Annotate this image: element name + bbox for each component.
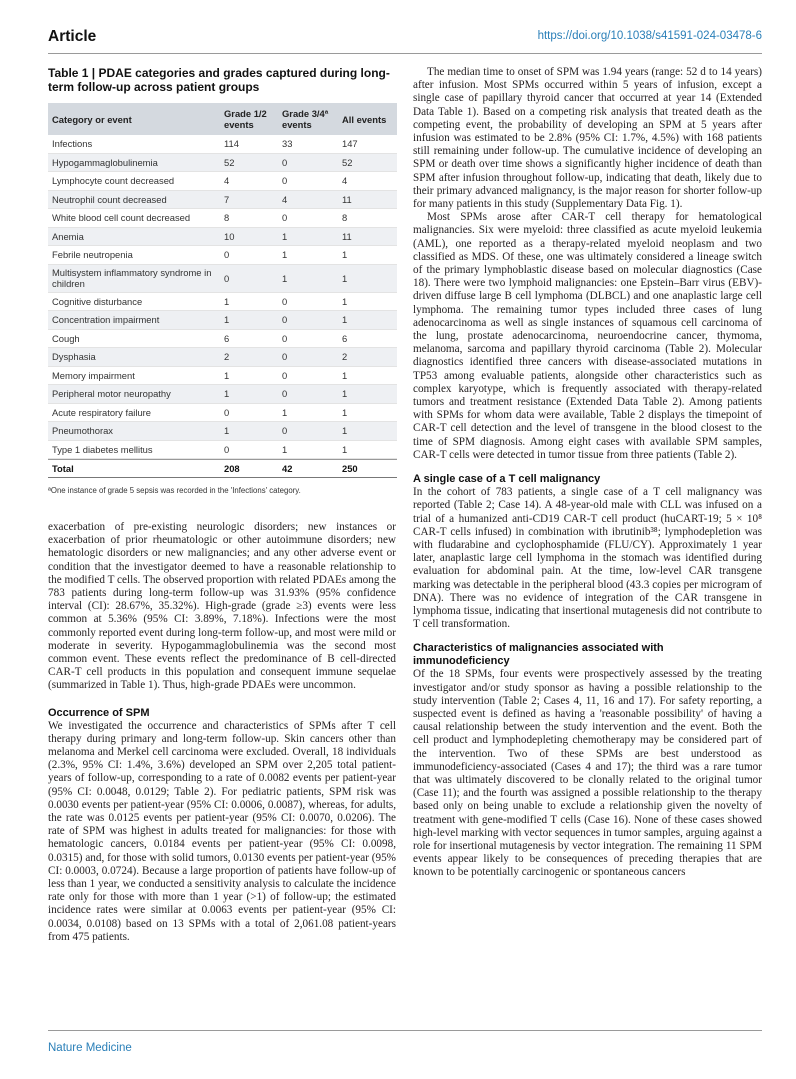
row-category: Febrile neutropenia: [52, 249, 133, 261]
row-grade34: 33: [282, 138, 293, 150]
left-column: [48, 521, 396, 944]
row-all: 147: [342, 138, 358, 150]
table-row: [48, 209, 397, 228]
row-grade34: 1: [282, 406, 288, 418]
row-category: White blood cell count decreased: [52, 212, 191, 224]
row-grade34: 1: [282, 249, 288, 261]
row-grade12: 0: [224, 443, 230, 455]
heading-t-cell-malignancy: A single case of a T cell malignancy: [413, 473, 601, 486]
row-grade34: 0: [282, 425, 288, 437]
row-grade12: 1: [224, 388, 230, 400]
row-category: Pneumothorax: [52, 425, 113, 437]
row-all: 8: [342, 212, 348, 224]
table-total-row: [48, 459, 397, 478]
section-label: Article: [48, 28, 97, 45]
row-grade12: 1: [224, 425, 230, 437]
table-row: [48, 330, 397, 349]
table-row: [48, 135, 397, 154]
table-row: [48, 441, 397, 460]
row-grade34: 0: [282, 351, 288, 363]
row-all: 1: [342, 314, 348, 326]
row-grade12: 0: [224, 272, 230, 284]
right-paragraph-4: Of the 18 SPMs, four events were prospectively assessed by the treating investigator and/or study sponsor as having a possible relationship to the study intervention (Table 2; Cases 4, 11, 16 and 17). For safety reporting, a suspected event is defined as having a 'reasonable possibility' of having a causal relationship between the study intervention and the event. Both the cell product and lymphodepleting chemotherapy may be considered part of the intervention. Two of these SPMs are best understood as immunodeficiency-associated (Cases 4 and 17); the third was a rare tumor that was ultimately discovered to be clonally related to the original tumor (Case 11); and the fourth was assigned a possible relationship to the therapy based only on being unable to exclude a relationship given the novelty of treatment with gene-modified T cells (Case 16). None of these cases showed high-level marking with vector sequences in tumor samples, arguing against a role for insertional mutagenesis by vector integration. The remaining 11 SPM events appear likely to be consequences of preceding therapies that are known to be potentially carcinogenic or spontaneous cancers: [413, 668, 762, 879]
heading-immunodeficiency: Characteristics of malignancies associated with immunodeficiency: [413, 642, 664, 668]
row-category: Infections: [52, 138, 93, 150]
row-all: 1: [342, 249, 348, 261]
total-grade12: 208: [224, 463, 240, 474]
row-all: 1: [342, 443, 348, 455]
row-grade34: 1: [282, 230, 288, 242]
col-header-category: Category or event: [52, 113, 132, 125]
table-row: [48, 293, 397, 312]
table-row: [48, 348, 397, 367]
row-grade34: 4: [282, 193, 288, 205]
right-paragraph-1: The median time to onset of SPM was 1.94 years (range: 52 d to 14 years) after infusion. Most SPMs occurred within 5 years of infusion, except a single case of papillary thyroid cancer that occurred at year 14 (Extended Data Table 1). Based on a competing risk analysis that treated death as the competing event, the probability of developing an SPM at 5 years after infusion was estimated to be 2.8% (95% CI: 1.7%, 4.5%) with 168 patients still remaining under follow-up. The cumulative incidence of developing an SPM or death over time shows a significantly higher incidence of death than SPM after infusion throughout follow-up, indicating that death, likely due to their primary advanced malignancy, is the major reason for shorter follow-up for many patients in this study (Supplementary Data Fig. 1).: [413, 66, 762, 211]
table-row: [48, 172, 397, 191]
row-all: 1: [342, 406, 348, 418]
row-category: Cough: [52, 332, 80, 344]
row-all: 11: [342, 230, 352, 242]
table-row: [48, 422, 397, 441]
row-grade12: 10: [224, 230, 235, 242]
row-grade34: 0: [282, 295, 288, 307]
right-paragraph-2: Most SPMs arose after CAR-T cell therapy for hematological malignancies. Six were myeloid: three classified as acute myeloid leukemia (AML), one reported as a therapy-related myeloid neoplasm and two classified as MDS. Of these, one was ultimately considered a lineage switch of the primary lymphoblastic disease based on molecular diagnostics (Case 18). There were two lymphoid malignancies: one Epstein–Barr virus (EBV)-driven diffuse large B cell lymphoma (DLBCL) and one anaplastic large cell lymphoma. The remaining tumor types included three cases of lung adenocarcinoma as well as single instances of squamous cell carcinoma of the lung, prostate adenocarcinoma, neuroendocrine cancer, thymoma, melanoma, sarcoma and papillary thyroid carcinoma (Table 2). Molecular diagnostics identified three cancers with disease-associated mutations in TP53 among evaluable patients, alongside other characteristics such as complex karyotype, which is frequently associated with therapy-related tumors and treatment resistance (Extended Data Table 2). Among patients with SPMs for whom data were available, Table 2 displays the timepoint of CAR-T cell detection and the level of transgene in the blood closest to the time of SPM diagnosis. Among eight cases with available SPM samples, CAR-T cells were detected in tumor tissue from three patients (Table 2).: [413, 211, 762, 461]
row-grade12: 7: [224, 193, 230, 205]
row-category: Hypogammaglobulinemia: [52, 156, 158, 168]
row-grade12: 0: [224, 249, 230, 261]
row-grade34: 0: [282, 388, 288, 400]
row-all: 1: [342, 295, 348, 307]
row-category: Concentration impairment: [52, 314, 160, 326]
total-label: Total: [52, 463, 74, 474]
row-all: 1: [342, 272, 348, 284]
row-all: 4: [342, 175, 348, 187]
row-grade34: 0: [282, 156, 288, 168]
table-header-row: [48, 103, 397, 135]
row-category: Acute respiratory failure: [52, 406, 152, 418]
row-category: Dysphasia: [52, 351, 96, 363]
row-grade12: 52: [224, 156, 235, 168]
table-row: [48, 265, 397, 293]
row-grade34: 0: [282, 314, 288, 326]
row-category: Cognitive disturbance: [52, 295, 143, 307]
table-row: [48, 154, 397, 173]
footer-divider: [48, 1030, 762, 1031]
right-column: [413, 66, 762, 880]
doi-link[interactable]: https://doi.org/10.1038/s41591-024-03478-6: [537, 30, 762, 42]
table-body: [48, 135, 397, 459]
left-paragraph-2: We investigated the occurrence and characteristics of SPMs after T cell therapy during primary and long-term follow-up. Skin cancers other than melanoma and Merkel cell carcinoma were excluded. Overall, 18 individuals (2.3%, 95% CI: 1.4%, 3.6%) developed an SPM over 2,205 total patient-years of follow-up, corresponding to a rate of 0.0082 events per patient-year (95% CI: 0.0048, 0.0129; Table 2). For pediatric patients, SPM risk was 0.0030 events per patient-year (95% CI: 0.0006, 0.0087), whereas, for adults, the rate was 0.0125 events per patient-year (95% CI: 0.0070, 0.0206). The rate of SPM was highest in adults treated for malignancies: for those with hematologic cancers, 0.0184 events per patient-year (95% CI: 0.0098, 0.0315) and, for those with solid tumors, 0.0130 events per patient-year (95% CI: 0.0003, 0.0724). Because a large proportion of patients have follow-up of less than 1 year, we conducted a sensitivity analysis to calculate the incidence rate only for those with more than 1 year (>1) of follow-up; the estimated incidence rates were similar at 0.0063 events per patient-year (95% CI: 0.0034, 0.0108) based on 13 SPMs with a total of 2,061.08 patient-years from 475 patients.: [48, 719, 396, 943]
row-grade12: 2: [224, 351, 230, 363]
table-row: [48, 404, 397, 423]
row-grade12: 1: [224, 295, 230, 307]
table-row: [48, 385, 397, 404]
row-grade34: 1: [282, 443, 288, 455]
row-grade12: 4: [224, 175, 230, 187]
table-row: [48, 311, 397, 330]
row-all: 2: [342, 351, 348, 363]
row-grade34: 0: [282, 369, 288, 381]
row-grade34: 0: [282, 212, 288, 224]
total-all: 250: [342, 463, 358, 474]
row-category: Memory impairment: [52, 369, 135, 381]
row-category: Type 1 diabetes mellitus: [52, 443, 153, 455]
row-category: Lymphocyte count decreased: [52, 175, 175, 187]
col-header-grade12: Grade 1/2 events: [224, 108, 267, 130]
row-all: 11: [342, 193, 352, 205]
header-divider: [48, 53, 762, 54]
table-footnote: ªOne instance of grade 5 sepsis was recorded in the 'Infections' category.: [48, 486, 301, 495]
row-grade12: 8: [224, 212, 230, 224]
journal-name: Nature Medicine: [48, 1042, 132, 1054]
row-all: 6: [342, 332, 348, 344]
row-grade34: 0: [282, 332, 288, 344]
right-paragraph-3: In the cohort of 783 patients, a single case of a T cell malignancy was reported (Table 2; Case 14). A 48-year-old male with CLL was infused on a trial of a humanized anti-CD19 CAR-T cell product (huCART-19; 5 × 10⁸ CAR-T cells infused) in combination with ibrutinib³⁸; lymphodepletion was with fludarabine and cyclophosphamide (FLU/CY). Approximately 1 year later, anaplastic large cell lymphoma in the stomach was identified during evaluation for abdominal pain. At the time, low-level CAR transgene marking was detectable in the peripheral blood (43.3 copies per microgram of DNA). There was no evidence of integration of the CAR transgene in lymphoma tissue, indicating that insertional mutagenesis did not contribute to T cell transformation.: [413, 486, 762, 631]
table-title: Table 1 | PDAE categories and grades captured during long-term follow-up across patient groups: [48, 66, 390, 94]
table-row: [48, 191, 397, 210]
row-grade12: 1: [224, 314, 230, 326]
row-grade12: 6: [224, 332, 230, 344]
row-grade34: 0: [282, 175, 288, 187]
row-grade12: 0: [224, 406, 230, 418]
row-category: Anemia: [52, 230, 84, 242]
row-all: 1: [342, 425, 348, 437]
col-header-all: All events: [342, 113, 387, 125]
heading-occurrence-spm: Occurrence of SPM: [48, 706, 150, 719]
table-row: [48, 228, 397, 247]
row-all: 52: [342, 156, 353, 168]
total-grade34: 42: [282, 463, 293, 474]
left-paragraph-1: exacerbation of pre-existing neurologic disorders; new instances or exacerbation of prior rheumatologic or other autoimmune disorders; new hematologic disorders or new malignancies; and any other adverse event or condition that the investigator deemed to have a reasonable relationship to the modified T cells. The observed proportion with related PDAEs among the 783 patients during long-term follow-up was 31.93% (95% confidence interval (CI): 28.67%, 35.32%). High-grade (grade ≥3) events were less common at 5.36% (95% CI: 3.89%, 7.18%). Infections were the most commonly reported event during long-term follow-up, and most were mild or moderate in severity. Hypogammaglobulinemia was the second most common event. These events reflect the predominance of B cell-directed CAR-T cell products in this population and consequent immune sequelae (summarized in Table 1). Thus, high-grade PDAEs were uncommon.: [48, 521, 396, 692]
page-header: [48, 28, 762, 50]
row-all: 1: [342, 388, 348, 400]
row-grade12: 1: [224, 369, 230, 381]
pdae-table: [48, 103, 397, 478]
table-row: [48, 367, 397, 386]
row-grade12: 114: [224, 138, 239, 150]
row-grade34: 1: [282, 272, 288, 284]
col-header-grade34: Grade 3/4ª events: [282, 108, 329, 130]
row-all: 1: [342, 369, 348, 381]
row-category: Neutrophil count decreased: [52, 193, 167, 205]
table-row: [48, 246, 397, 265]
row-category: Peripheral motor neuropathy: [52, 388, 171, 400]
row-category: Multisystem inflammatory syndrome in children: [52, 267, 212, 289]
